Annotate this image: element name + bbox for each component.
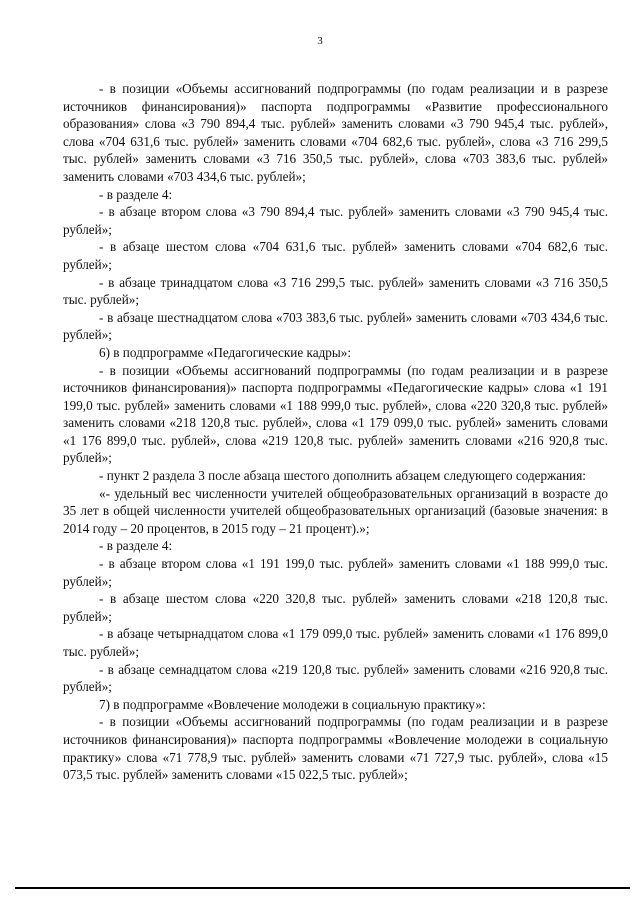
bottom-rule — [15, 887, 630, 889]
paragraph: «- удельный вес численности учителей общеобразовательных организаций в возрасте до 35 лет в общей численности учителей общеобразовательных организаций (базовые значения: в 2014 году – 20 процентов, в 2015 году – 21 процент).»; — [63, 485, 608, 536]
paragraph: - в абзаце семнадцатом слова «219 120,8 тыс. рублей» заменить словами «216 920,8 тыс. рублей»; — [63, 661, 608, 695]
paragraph: - в абзаце шестнадцатом слова «703 383,6 тыс. рублей» заменить словами «703 434,6 тыс. рублей»; — [63, 309, 608, 343]
paragraph: - в абзаце четырнадцатом слова «1 179 099,0 тыс. рублей» заменить словами «1 176 899,0 тыс. рублей»; — [63, 626, 608, 659]
paragraph: - в разделе 4: — [99, 538, 173, 554]
paragraph: 6) в подпрограмме «Педагогические кадры»: — [99, 344, 351, 360]
paragraph: - в абзаце шестом слова «704 631,6 тыс. рублей» заменить словами «704 682,6 тыс. рублей»; — [63, 239, 608, 272]
paragraph: - в абзаце втором слова «3 790 894,4 тыс. рублей» заменить словами «3 790 945,4 тыс. рублей»; — [63, 204, 608, 237]
paragraph: - в абзаце шестом слова «220 320,8 тыс. рублей» заменить словами «218 120,8 тыс. рублей»; — [63, 591, 608, 624]
paragraph: - в позиции «Объемы ассигнований подпрограммы (по годам реализации и в разрезе источников финансирования)» паспорта подпрограммы «Вовлечение молодежи в социальную практику» слова «71 778,9 тыс. рублей» заменить словами «71 727,9 тыс. рублей», слова «15 073,5 тыс. рублей» заменить словами «15 022,5 тыс. рублей»; — [63, 714, 608, 783]
document-body — [63, 80, 608, 784]
paragraph: - в разделе 4: — [99, 186, 173, 202]
paragraph: - в позиции «Объемы ассигнований подпрограммы (по годам реализации и в разрезе источников финансирования)» паспорта подпрограммы «Педагогические кадры» слова «1 191 199,0 тыс. рублей» заменить словами «1 188 999,0 тыс. рублей», слова «220 320,8 тыс. рублей» заменить словами «218 120,8 тыс. рублей», слова «1 179 099,0 тыс. рублей» заменить словами «1 176 899,0 тыс. рублей», слова «219 120,8 тыс. рублей» заменить словами «216 920,8 тыс. рублей»; — [63, 362, 608, 466]
paragraph: - пункт 2 раздела 3 после абзаца шестого дополнить абзацем следующего содержания: — [99, 468, 586, 484]
paragraph: 7) в подпрограмме «Вовлечение молодежи в социальную практику»: — [99, 696, 486, 712]
page-number: 3 — [317, 35, 323, 47]
paragraph: - в абзаце втором слова «1 191 199,0 тыс. рублей» заменить словами «1 188 999,0 тыс. рублей»; — [63, 556, 608, 589]
paragraph: - в абзаце тринадцатом слова «3 716 299,5 тыс. рублей» заменить словами «3 716 350,5 тыс. рублей»; — [63, 274, 608, 308]
paragraph: - в позиции «Объемы ассигнований подпрограммы (по годам реализации и в разрезе источников финансирования)» паспорта подпрограммы «Развитие профессионального образования» слова «3 790 894,4 тыс. рублей» заменить словами «3 790 945,4 тыс. рублей», слова «704 631,6 тыс. рублей» заменить словами «704 682,6 тыс. рублей», слова «3 716 299,5 тыс. рублей» заменить словами «3 716 350,5 тыс. рублей», слова «703 383,6 тыс. рублей» заменить словами «703 434,6 тыс. рублей»; — [63, 81, 608, 184]
